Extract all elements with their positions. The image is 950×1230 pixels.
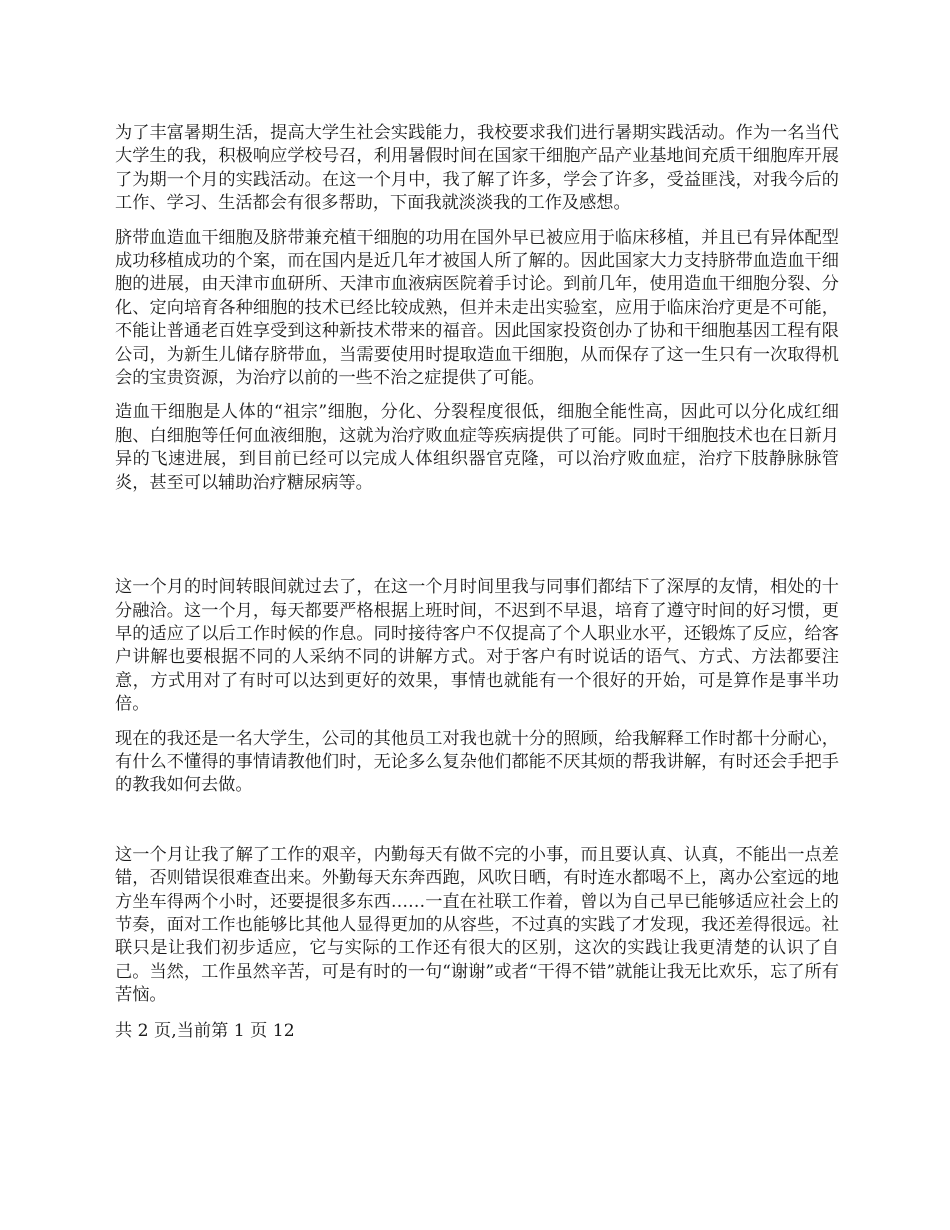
paragraph-intro: 为了丰富暑期生活，提高大学生社会实践能力，我校要求我们进行暑期实践活动。作为一名当代大学生的我，积极响应学校号召，利用暑假时间在国家干细胞产品产业基地间充质干细胞库开展了为期一个月的实践活动。在这一个月中，我了解了许多，学会了许多，受益匪浅，对我今后的工作、学习、生活都会有很多帮助，下面我就淡淡我的工作及感想。 bbox=[115, 123, 839, 214]
paragraph-month-review: 这一个月的时间转眼间就过去了，在这一个月时间里我与同事们都结下了深厚的友情，相处的十分融洽。这一个月，每天都要严格根据上班时间，不迟到不早退，培育了遵守时间的好习惯，更早的适应了以后工作时候的作息。同时接待客户不仅提高了个人职业水平，还锻炼了反应，给客户讲解也要根据不同的人采纳不同的讲解方式。对于客户有时说话的语气、方式、方法都要注意，方式用对了有时可以达到更好的效果，事情也就能有一个很好的开始，可是算作是事半功倍。 bbox=[115, 577, 839, 715]
paragraph-colleagues: 现在的我还是一名大学生，公司的其他员工对我也就十分的照顾，给我解释工作时都十分耐心，有什么不懂得的事情请教他们时，无论多么复杂他们都能不厌其烦的帮我讲解，有时还会手把手的教我如何去做。 bbox=[115, 728, 839, 796]
blank-gap bbox=[115, 798, 839, 844]
paragraph-cord-blood: 脐带血造血干细胞及脐带兼充植干细胞的功用在国外早已被应用于临床移植，并且已有异体配型成功移植成功的个案，而在国内是近几年才被国人所了解的。因此国家大力支持脐带血造血干细胞的进展，由天津市血研所、天津市血液病医院着手讨论。到前几年，使用造血干细胞分裂、分化、定向培育各种细胞的技术已经比较成熟，但并未走出实验室，应用于临床治疗更是不可能，不能让普通老百姓享受到这种新技术带来的福音。因此国家投资创办了协和干细胞基因工程有限公司，为新生儿储存脐带血，当需要使用时提取造血干细胞，从而保存了这一生只有一次取得机会的宝贵资源，为治疗以前的一些不治之症提供了可能。 bbox=[115, 227, 839, 389]
document-page bbox=[115, 122, 839, 1043]
blank-gap bbox=[115, 495, 839, 576]
page-footer: 共 2 页,当前第 1 页 12 bbox=[115, 1020, 295, 1041]
paragraph-stem-cells: 造血干细胞是人体的“祖宗”细胞，分化、分裂程度很低，细胞全能性高，因此可以分化成红细胞、白细胞等任何血液细胞，这就为治疗败血症等疾病提供了可能。同时干细胞技术也在日新月异的飞速进展，到目前已经可以完成人体组织器官克隆，可以治疗败血症，治疗下肢静脉脉管炎，甚至可以辅助治疗糖尿病等。 bbox=[115, 402, 839, 493]
paragraph-hardship: 这一个月让我了解了工作的艰辛，内勤每天有做不完的小事，而且要认真、认真，不能出一点差错，否则错误很难查出来。外勤每天东奔西跑，风吹日晒，有时连水都喝不上，离办公室远的地方坐车得两个小时，还要提很多东西……一直在社联工作着，曾以为自己早已能够适应社会上的节奏，面对工作也能够比其他人显得更加的从容些，不过真的实践了才发现，我还差得很远。社联只是让我们初步适应，它与实际的工作还有很大的区别，这次的实践让我更清楚的认识了自己。当然，工作虽然辛苦，可是有时的一句“谢谢”或者“干得不错”就能让我无比欢乐，忘了所有苦恼。 bbox=[115, 844, 839, 1006]
